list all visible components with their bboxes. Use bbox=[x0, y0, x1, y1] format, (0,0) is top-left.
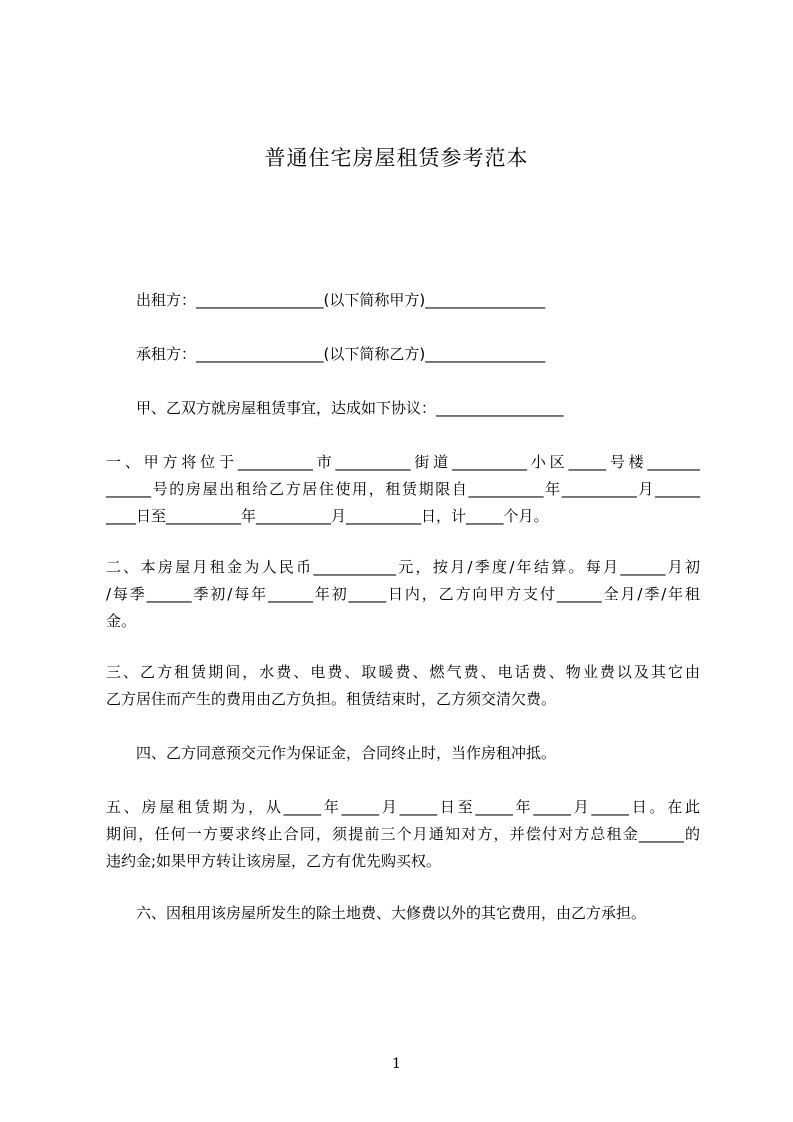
clause-3-line-1: 三、乙方租赁期间，水费、电费、取暖费、燃气费、电话费、物业费以及其它由 bbox=[106, 663, 700, 681]
agreement-intro: 甲、乙双方就房屋租赁事宜，达成如下协议：_________________ bbox=[136, 399, 564, 417]
clause-2-line-1: 二、本房屋月租金为人民币___________元，按月/季度/年结算。每月______月初 bbox=[106, 558, 700, 576]
page-number: 1 bbox=[392, 1056, 401, 1072]
clause-2-line-3: 金。 bbox=[106, 612, 137, 630]
clause-3-line-2: 乙方居住而产生的费用由乙方负担。租赁结束时，乙方须交清欠费。 bbox=[106, 690, 557, 708]
lessor-line: 出租方：_________________(以下简称甲方)________________ bbox=[136, 291, 546, 309]
clause-1-line-3: ____日至__________年__________月__________日，计_____个月。 bbox=[106, 507, 549, 525]
clause-5-line-3: 违约金;如果甲方转让该房屋，乙方有优先购买权。 bbox=[106, 852, 442, 870]
clause-5-line-2: 期间，任何一方要求终止合同，须提前三个月通知对方，并偿付对方总租金______的 bbox=[106, 825, 700, 843]
clause-6: 六、因租用该房屋所发生的除土地费、大修费以外的其它费用，由乙方承担。 bbox=[136, 904, 647, 922]
clause-1-line-2: ______号的房屋出租给乙方居住使用，租赁期限自__________年__________月______ bbox=[106, 480, 700, 498]
lessee-line: 承租方：_________________(以下简称乙方)________________ bbox=[136, 345, 546, 363]
clause-1-line-1: 一、甲方将位于__________市__________街道__________小区_____号楼_______ bbox=[106, 453, 700, 471]
clause-2-line-2: /每季______季初/每年______年初_____日内，乙方向甲方支付______全月/季/年租 bbox=[106, 585, 700, 603]
document-title: 普通住宅房屋租赁参考范本 bbox=[264, 146, 529, 170]
clause-4: 四、乙方同意预交元作为保证金，合同终止时，当作房租冲抵。 bbox=[136, 744, 557, 762]
clause-5-line-1: 五、房屋租赁期为，从_____年_____月_____日至_____年_____月_____日。在此 bbox=[106, 798, 700, 816]
